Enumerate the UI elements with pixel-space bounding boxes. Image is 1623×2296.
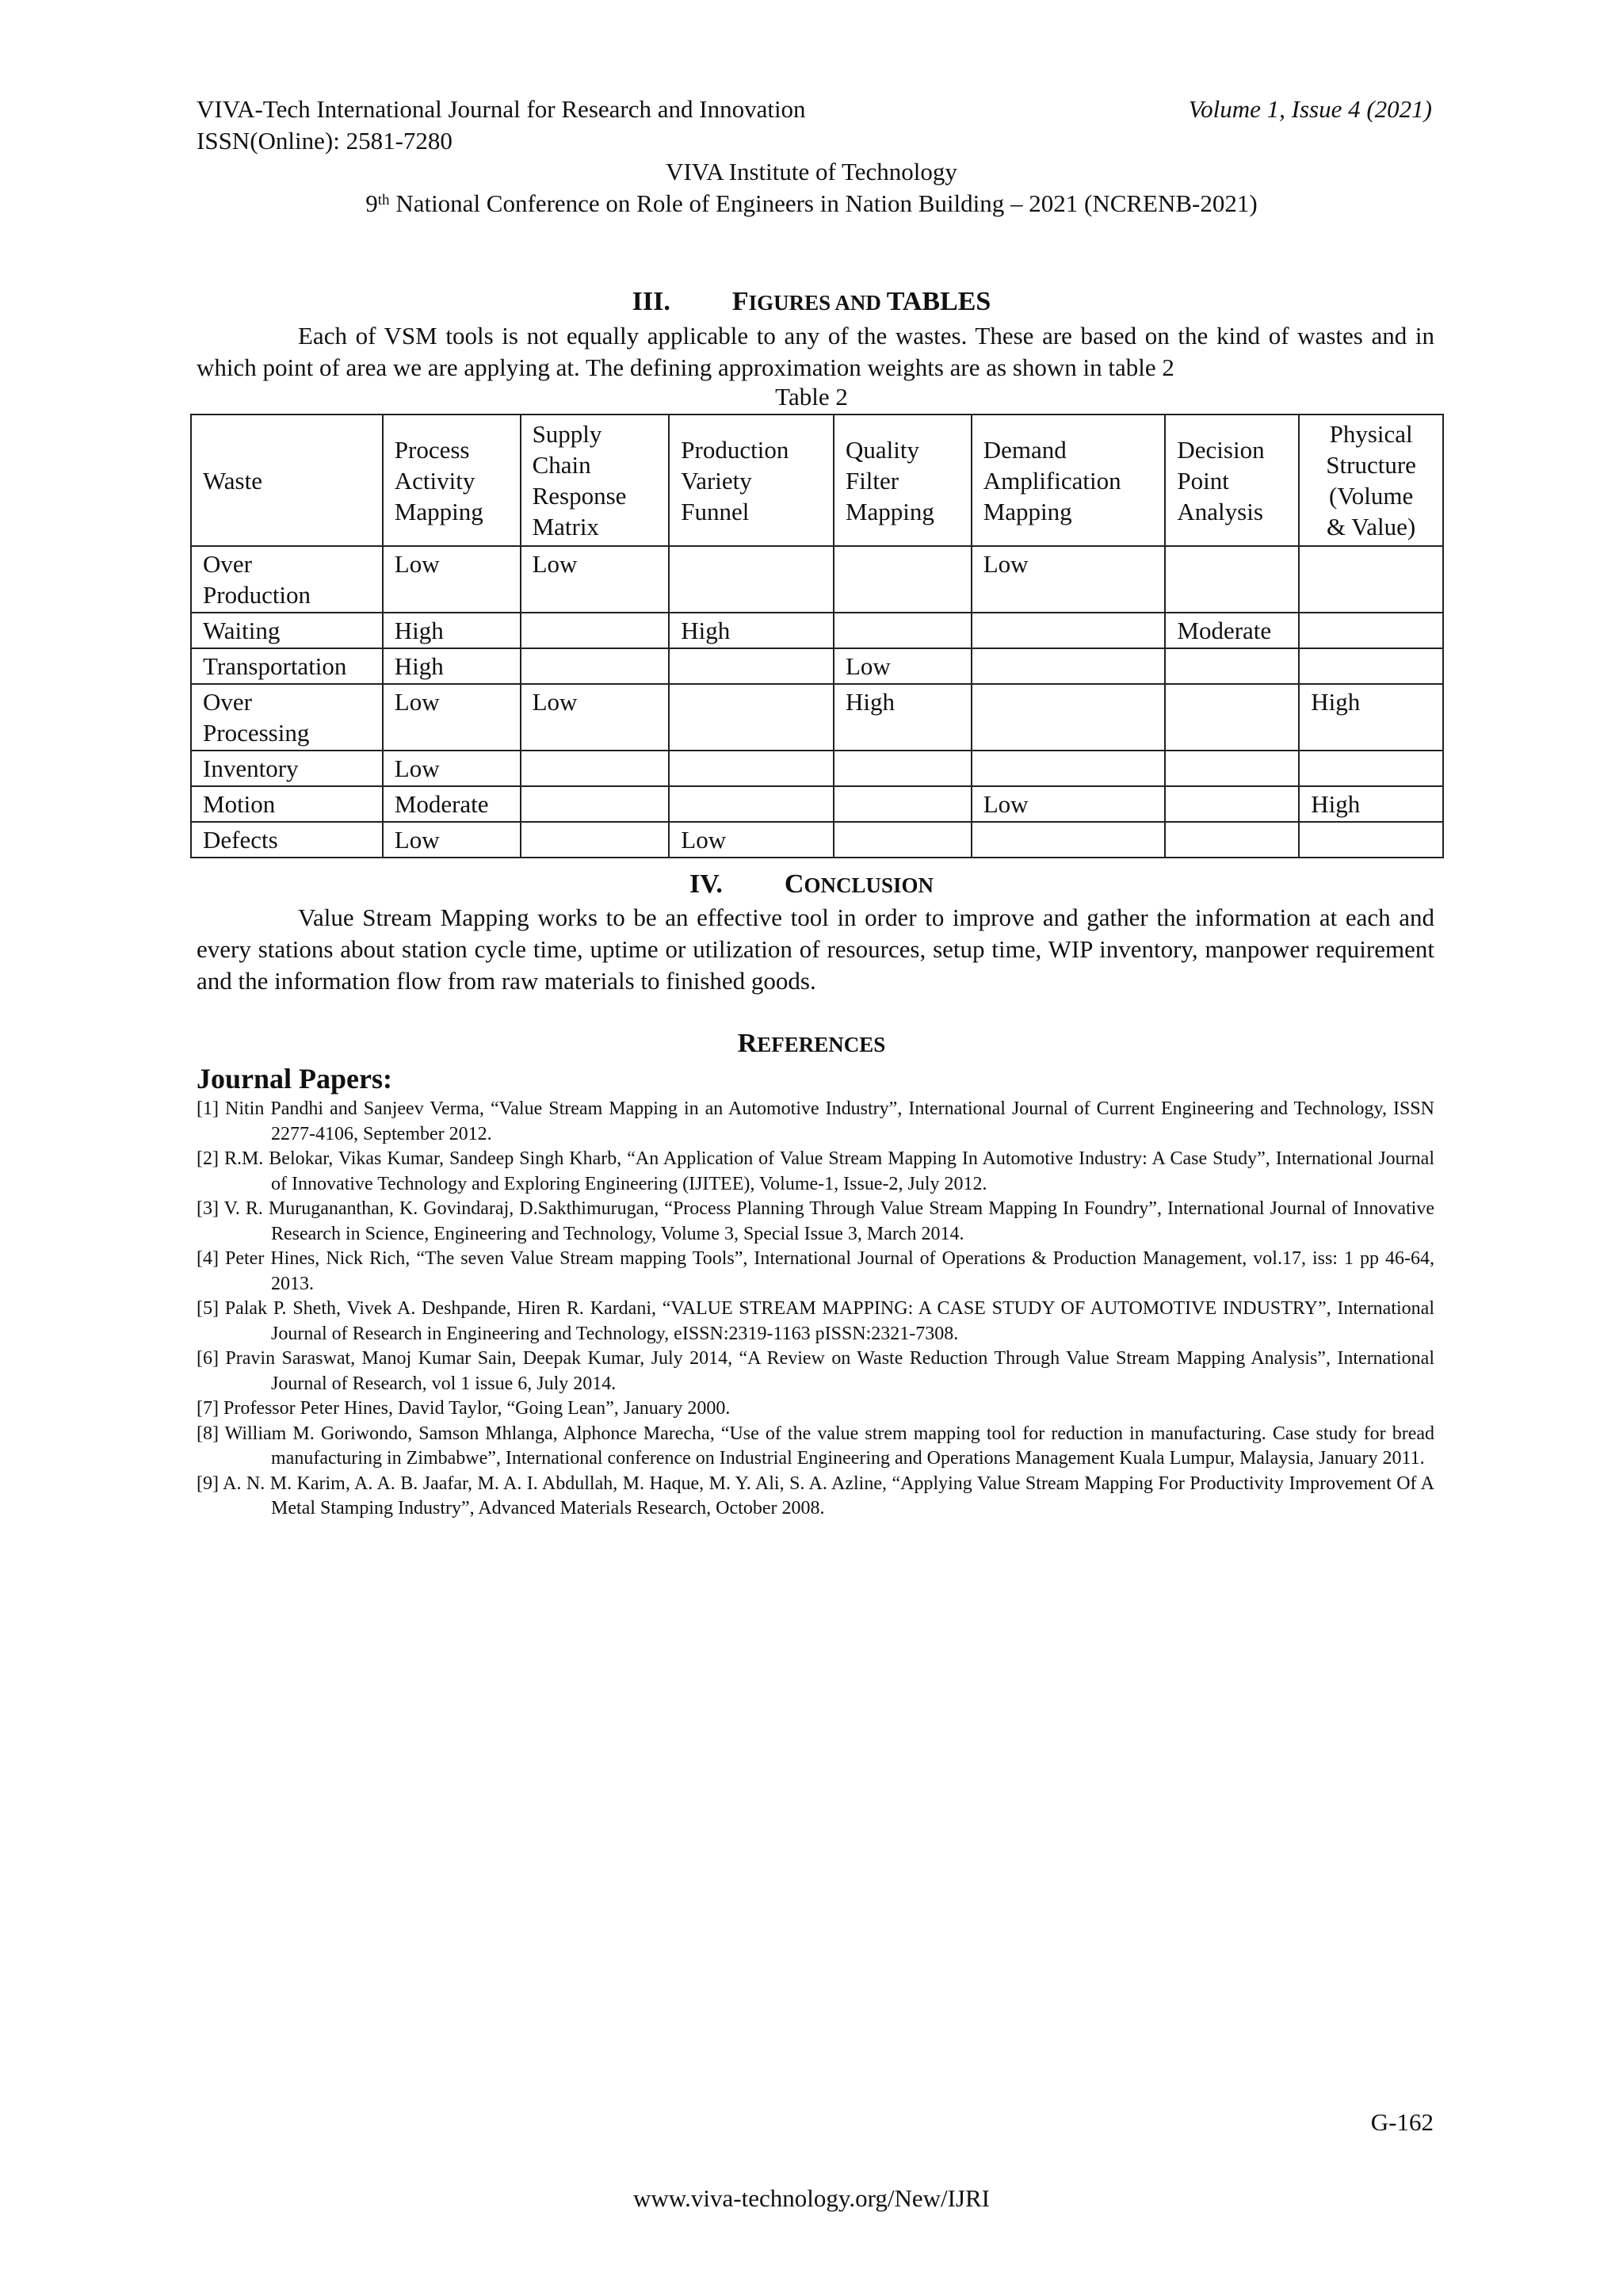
table-row <box>191 786 1443 822</box>
conference-ordinal: th <box>377 192 390 208</box>
waste-cell: Defects <box>191 822 383 858</box>
institute-name: VIVA Institute of Technology <box>666 158 957 185</box>
table-cell: Low <box>972 546 1166 613</box>
table-row <box>191 684 1443 751</box>
table-cell: High <box>669 613 834 648</box>
waste-cell: Waiting <box>191 613 383 648</box>
table-cell <box>1165 786 1299 822</box>
table-cell: Low <box>669 822 834 858</box>
table-cell: Low <box>521 546 670 613</box>
table-cell <box>669 786 834 822</box>
table-cell <box>1165 822 1299 858</box>
reference-item: [4] Peter Hines, Nick Rich, “The seven Value Stream mapping Tools”, International Journal of Operations & Production Management, vol.17, iss: 1 pp 46-64, 2013. <box>197 1248 1434 1294</box>
section-title-initial: R <box>737 1029 758 1058</box>
table-row <box>191 822 1443 858</box>
table-cell <box>834 751 972 786</box>
section-title-initial: C <box>784 869 804 899</box>
reference-item: [1] Nitin Pandhi and Sanjeev Verma, “Value Stream Mapping in an Automotive Industry”, International Journal of Current Engineering and Technology, ISSN 2277-4106, September 2012. <box>197 1098 1434 1144</box>
header-demand-amplification-mapping: Demand Amplification Mapping <box>972 415 1166 546</box>
table-header-row <box>191 415 1443 546</box>
table-cell <box>972 648 1166 684</box>
table-cell <box>521 648 670 684</box>
table-row <box>191 613 1443 648</box>
reference-item: [2] R.M. Belokar, Vikas Kumar, Sandeep Singh Kharb, “An Application of Value Stream Mapping In Automotive Industry: A Case Study”, International Journal of Innovative Technology and Exploring Engineering (IJITEE), Volume-1, Issue-2, July 2012. <box>197 1148 1434 1194</box>
conference-number: 9 <box>365 189 378 217</box>
table-cell <box>972 613 1166 648</box>
table-cell <box>669 546 834 613</box>
table-cell <box>834 822 972 858</box>
table-cell <box>1299 822 1443 858</box>
table-cell <box>521 751 670 786</box>
section-title-initial: F <box>731 287 749 316</box>
reference-item: [9] A. N. M. Karim, A. A. B. Jaafar, M. A. I. Abdullah, M. Haque, M. Y. Ali, S. A. Azline, “Applying Value Stream Mapping For Productivity Improvement Of A Metal Stamping Industry”, Advanced Materials Research, October 2008. <box>197 1473 1434 1519</box>
table-cell: Low <box>521 684 670 751</box>
journal-title: VIVA-Tech International Journal for Research and Innovation <box>197 95 806 123</box>
table-cell <box>972 684 1166 751</box>
section-title-tables: TABLES <box>886 287 991 316</box>
reference-item: [3] V. R. Murugananthan, K. Govindaraj, D.Sakthimurugan, “Process Planning Through Value Stream Mapping In Foundry”, International Journal of Innovative Research in Science, Engineering and Technology, Volume 3, Special Issue 3, March 2014. <box>197 1198 1434 1244</box>
page-number: G-162 <box>1370 2108 1434 2136</box>
section-paragraph: Each of VSM tools is not equally applicable to any of the wastes. These are based on the kind of wastes and in which point of area we are applying at. The defining approximation weights are as shown in table 2 <box>197 322 1434 381</box>
journal-issn: ISSN(Online): 2581-7280 <box>197 127 453 155</box>
table-cell <box>669 751 834 786</box>
header-quality-filter-mapping: Quality Filter Mapping <box>834 415 972 546</box>
table-cell: Low <box>383 822 521 858</box>
table-cell: High <box>383 613 521 648</box>
header-production-variety-funnel: Production Variety Funnel <box>669 415 834 546</box>
references-subheading: Journal Papers: <box>197 1063 392 1095</box>
table-cell <box>972 751 1166 786</box>
table-cell: High <box>1299 786 1443 822</box>
table-cell: Moderate <box>1165 613 1299 648</box>
table-cell <box>521 786 670 822</box>
waste-cell: Transportation <box>191 648 383 684</box>
table-cell <box>1165 648 1299 684</box>
header-waste: Waste <box>191 415 383 546</box>
vsm-tools-table <box>190 414 1444 858</box>
waste-cell: Motion <box>191 786 383 822</box>
section-number: IV. <box>689 869 723 899</box>
table-cell <box>521 613 670 648</box>
table-row <box>191 648 1443 684</box>
reference-item: [5] Palak P. Sheth, Vivek A. Deshpande, Hiren R. Kardani, “VALUE STREAM MAPPING: A CASE STUDY OF AUTOMOTIVE INDUSTRY”, International Journal of Research in Engineering and Technology, eISSN:2319-1163 pISSN:2321-7308. <box>197 1298 1434 1344</box>
section-title-rest: EFERENCES <box>757 1033 886 1056</box>
waste-cell: Over Processing <box>191 684 383 751</box>
table-cell: Low <box>972 786 1166 822</box>
table-cell <box>1165 751 1299 786</box>
reference-list <box>197 1097 1434 1522</box>
section-number: III. <box>632 287 670 316</box>
table-cell: Low <box>383 751 521 786</box>
table-cell <box>972 822 1166 858</box>
table-cell <box>1299 751 1443 786</box>
footer-url: www.viva-technology.org/New/IJRI <box>633 2184 990 2212</box>
section-title-rest: IGURES AND <box>748 291 887 315</box>
section-heading-figures-tables <box>0 287 1623 317</box>
table-cell: High <box>834 684 972 751</box>
section-heading-references <box>0 1029 1623 1059</box>
conference-title: National Conference on Role of Engineers in Nation Building – 2021 (NCRENB-2021) <box>389 189 1258 217</box>
table-cell: High <box>1299 684 1443 751</box>
table-cell: Low <box>834 648 972 684</box>
table-cell <box>1299 546 1443 613</box>
table-row <box>191 751 1443 786</box>
table-cell <box>834 786 972 822</box>
table-caption: Table 2 <box>775 383 848 411</box>
conclusion-paragraph: Value Stream Mapping works to be an effective tool in order to improve and gather the information at each and every stations about station cycle time, uptime or utilization of resources, setup time, WIP inventory, manpower requirement and the information flow from raw materials to finished goods. <box>197 904 1434 995</box>
waste-cell: Inventory <box>191 751 383 786</box>
table-cell <box>1299 648 1443 684</box>
waste-cell: Over Production <box>191 546 383 613</box>
table-cell <box>834 613 972 648</box>
section-heading-conclusion <box>0 869 1623 900</box>
conference-name <box>0 189 1623 218</box>
table-cell <box>521 822 670 858</box>
table-cell <box>1165 546 1299 613</box>
reference-item: [7] Professor Peter Hines, David Taylor, “Going Lean”, January 2000. <box>197 1398 731 1419</box>
reference-item: [8] William M. Goriwondo, Samson Mhlanga, Alphonce Marecha, “Use of the value strem mapping tool for reduction in manufacturing. Case study for bread manufacturing in Zimbabwe”, International conference on Industrial Engineering and Operations Management Kuala Lumpur, Malaysia, January 2011. <box>197 1423 1434 1469</box>
table-cell <box>1165 684 1299 751</box>
table-cell: Moderate <box>383 786 521 822</box>
table-cell: Low <box>383 546 521 613</box>
table-row <box>191 546 1443 613</box>
header-decision-point-analysis: Decision Point Analysis <box>1165 415 1299 546</box>
journal-volume: Volume 1, Issue 4 (2021) <box>1188 95 1432 123</box>
table-cell: Low <box>383 684 521 751</box>
header-process-activity-mapping: Process Activity Mapping <box>383 415 521 546</box>
table-cell <box>669 648 834 684</box>
reference-item: [6] Pravin Saraswat, Manoj Kumar Sain, Deepak Kumar, July 2014, “A Review on Waste Reduction Through Value Stream Mapping Analysis”, International Journal of Research, vol 1 issue 6, July 2014. <box>197 1348 1434 1394</box>
table-cell <box>669 684 834 751</box>
table-cell: High <box>383 648 521 684</box>
header-supply-chain-response-matrix: Supply Chain Response Matrix <box>521 415 670 546</box>
table-cell <box>1299 613 1443 648</box>
table-cell <box>834 546 972 613</box>
header-physical-structure: Physical Structure (Volume & Value) <box>1299 415 1443 546</box>
section-title-rest: ONCLUSION <box>804 873 934 897</box>
